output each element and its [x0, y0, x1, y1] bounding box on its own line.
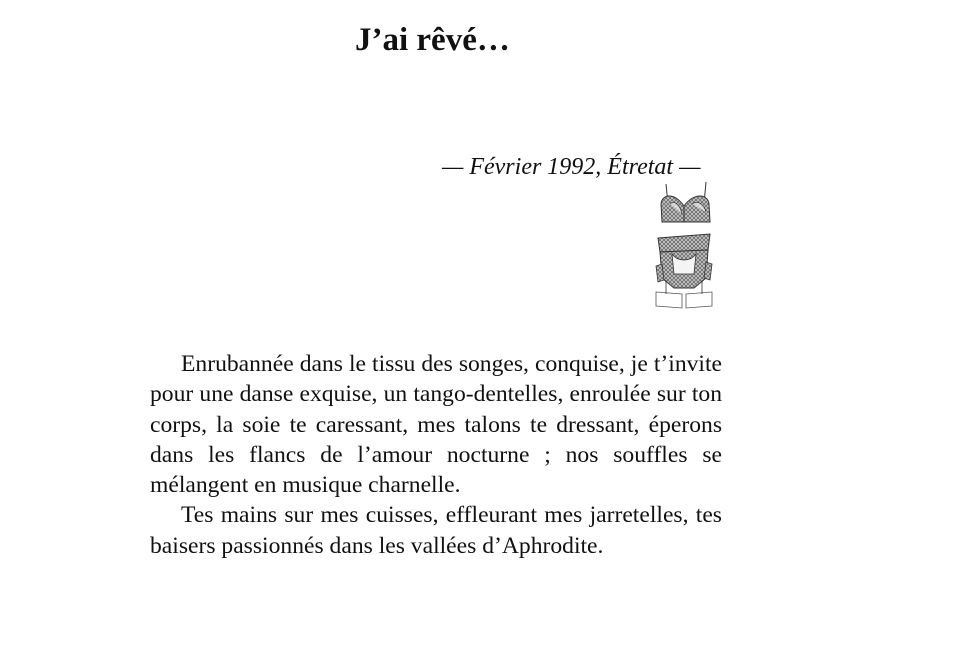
paragraph: Tes mains sur mes cuisses, effleurant mes jarretelles, tes baisers passionnés dans les vallées d’Aphrodite.: [150, 502, 722, 559]
body-text: [150, 349, 722, 575]
page-title: J’ai rêvé…: [355, 22, 510, 58]
lingerie-sketch-icon: [652, 180, 716, 312]
garter-belt-icon: [656, 234, 712, 308]
dateline: — Février 1992, Étretat —: [442, 154, 701, 180]
paragraph: Enrubannée dans le tissu des songes, conquise, je t’invite pour une danse exquise, un tango-dentelles, enroulée sur ton corps, la soie te caressant, mes talons te dressant, éperons dans les flancs de l’amour nocturne ; nos souffles se mélangent en musique charnelle.: [150, 351, 722, 499]
bra-icon: [661, 182, 710, 222]
